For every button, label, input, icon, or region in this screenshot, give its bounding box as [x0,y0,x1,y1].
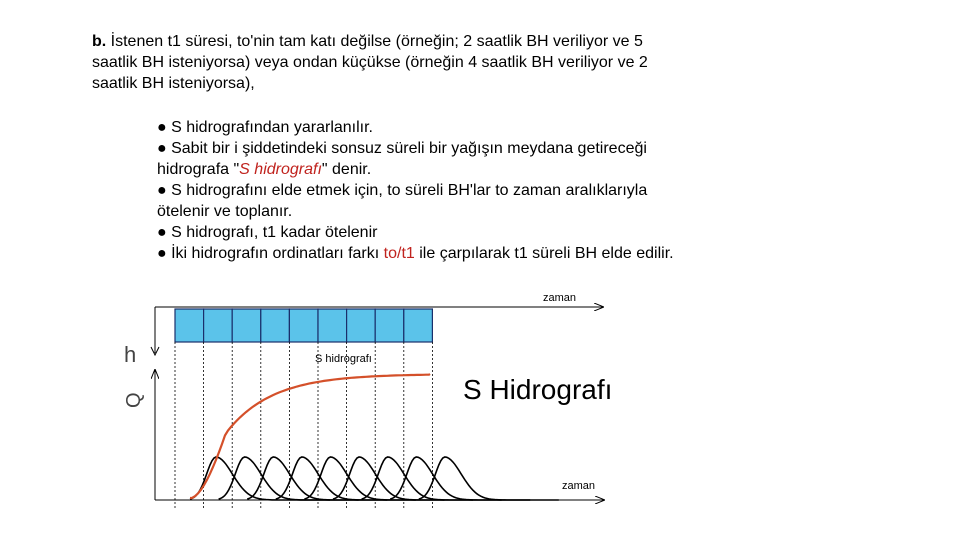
rain-block [404,309,433,342]
rain-block [261,309,290,342]
rain-block [289,309,318,342]
bullet-text: ● S hidrografından yararlanılır. [157,119,373,136]
bullet-text: ● S hidrografı, t1 kadar ötelenir [157,224,378,241]
rain-block [375,309,404,342]
time-step-guides [175,342,432,510]
h-label: h [124,342,137,367]
unit-hydrograph [247,457,387,500]
bullet-text: ● S hidrografını elde etmek için, to süreli BH'lar to zaman aralıklarıyla ötelenir ve toplanır. [157,182,648,220]
rain-block [347,309,376,342]
paragraph-bold-prefix: b. [92,33,107,50]
unit-hydrograph [190,457,330,500]
bullet-text-after: " denir. [321,161,372,178]
bullet-highlight: to/t1 [383,245,415,262]
rain-block [175,309,204,342]
bullet-highlight: S hidrografı [239,161,322,178]
top-axis-label: zaman [543,292,577,304]
unit-hydrographs [190,457,559,500]
unit-hydrograph [333,457,473,500]
rain-block [232,309,261,342]
rain-blocks [175,309,432,342]
bullet-text: ● İki hidrografın ordinatları farkı [157,245,384,262]
s-curve-label: S hidrografı [315,353,372,365]
s-curve [190,374,430,498]
unit-hydrograph [304,457,444,500]
unit-hydrograph [419,457,559,500]
unit-hydrograph [219,457,359,500]
unit-hydrograph [276,457,416,500]
unit-hydrograph [390,457,530,500]
q-label: Q [123,392,145,408]
unit-hydrograph [362,457,502,500]
bottom-axis-label: zaman [562,480,596,492]
bullet-text: ● Sabit bir i şiddetindeki sonsuz süreli bir yağışın meydana getireceği hidrografa " [157,140,647,178]
rain-block [318,309,347,342]
paragraph-text: İstenen t1 süresi, to'nin tam katı değilse (örneğin; 2 saatlik BH veriliyor ve 5 saatlik BH isteniyorsa) veya ondan küçükse (örneğin 4 saatlik BH veriliyor ve 2 saatlik BH isteniyorsa), [92,33,648,92]
rain-block [204,309,233,342]
diagram-title: S Hidrografı [463,374,613,405]
bullet-text-after: ile çarpılarak t1 süreli BH elde edilir. [414,245,674,262]
